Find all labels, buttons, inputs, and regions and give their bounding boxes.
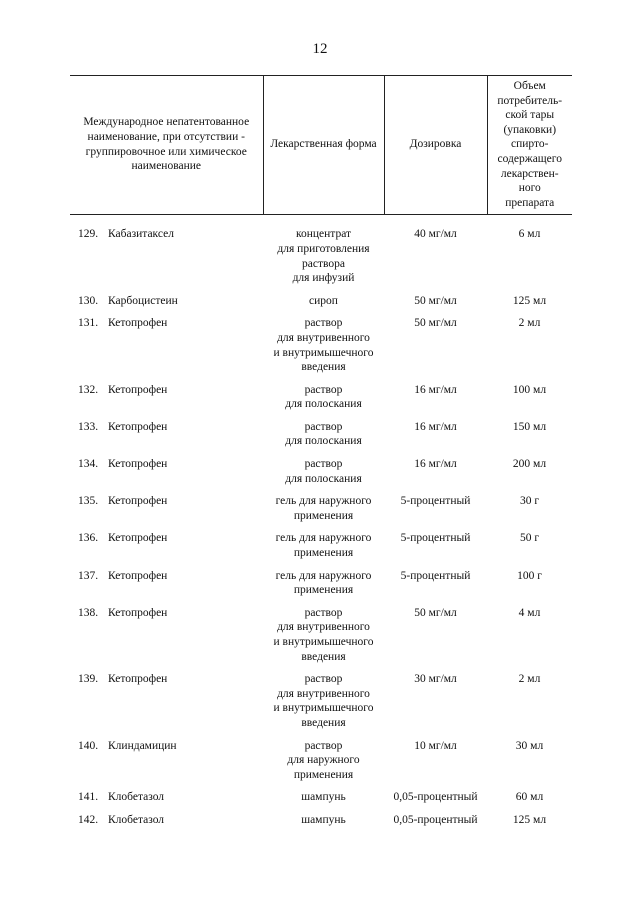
header-volume: [487, 76, 572, 215]
volume-cell: 125 мл: [512, 813, 547, 826]
row-number: 130.: [78, 294, 99, 307]
drug-name-cell: [70, 292, 263, 315]
dosage-form-cell: [263, 604, 384, 670]
table-header: [70, 76, 572, 215]
header-volume-line: ской тары: [505, 109, 555, 122]
header-dosage: Дозировка: [384, 76, 487, 215]
dosage-form-line: применения: [293, 509, 354, 522]
table-row: [70, 292, 572, 315]
row-number: 136.: [78, 532, 99, 545]
dosage-form-line: гель для наружного: [275, 532, 372, 545]
dosage-form-cell: [263, 670, 384, 736]
dosage-cell: 50 мг/мл: [414, 317, 457, 330]
dosage-cell: 5-процентный: [400, 532, 471, 545]
header-volume-line: ного: [518, 182, 541, 195]
dosage-form-cell: [263, 292, 384, 315]
volume-cell: 60 мл: [515, 791, 544, 804]
volume-cell: 30 мл: [515, 739, 544, 752]
header-volume-line: спирто-: [511, 138, 549, 151]
dosage-cell: 5-процентный: [400, 495, 471, 508]
dosage-form-line: гель для наружного: [275, 495, 372, 508]
table-row: [70, 455, 572, 492]
dosage-form-cell: [263, 225, 384, 291]
row-number: 132.: [78, 383, 99, 396]
dosage-cell: 16 мг/мл: [414, 383, 457, 396]
drug-name-cell: [70, 811, 263, 834]
dosage-form-cell: [263, 492, 384, 529]
row-number: 134.: [78, 458, 99, 471]
volume-cell: 6 мл: [518, 228, 541, 241]
row-number: 142.: [78, 813, 99, 826]
dosage-form-cell: [263, 529, 384, 566]
dosage-cell: 50 мг/мл: [414, 606, 457, 619]
dosage-cell: 30 мг/мл: [414, 673, 457, 686]
drug-name: Кабазитаксел: [108, 228, 174, 241]
drug-name: Кетопрофен: [108, 532, 168, 545]
table-row: [70, 567, 572, 604]
dosage-cell: 40 мг/мл: [414, 228, 457, 241]
volume-cell: 50 г: [519, 532, 540, 545]
dosage-form-line: раствора: [302, 257, 345, 270]
dosage-form-line: для полоскания: [285, 472, 362, 485]
drug-name-cell: [70, 492, 263, 529]
dosage-form-line: для инфузий: [292, 272, 355, 285]
table-row: [70, 529, 572, 566]
dosage-form-line: для внутривенного: [277, 687, 370, 700]
dosage-form-line: применения: [293, 768, 354, 781]
dosage-form-line: раствор: [304, 317, 343, 330]
volume-cell: 100 г: [517, 569, 542, 582]
drug-name-cell: [70, 737, 263, 789]
row-number: 135.: [78, 495, 99, 508]
drug-name-cell: [70, 455, 263, 492]
row-number: 140.: [78, 739, 99, 752]
drug-name-cell: [70, 314, 263, 380]
dosage-cell: 0,05-процентный: [393, 791, 478, 804]
drug-name-cell: [70, 567, 263, 604]
row-number: 131.: [78, 317, 99, 330]
dosage-form-line: для приготовления: [277, 242, 370, 255]
dosage-form-line: и внутримышечного: [273, 702, 374, 715]
dosage-form-line: раствор: [304, 606, 343, 619]
dosage-form-line: и внутримышечного: [273, 636, 374, 648]
drug-name: Карбоцистеин: [108, 294, 178, 307]
drug-name: Кетопрофен: [108, 383, 168, 396]
dosage-form-line: шампунь: [301, 791, 346, 804]
table-row: [70, 604, 572, 670]
table-row: [70, 788, 572, 811]
dosage-form-line: для полоскания: [285, 398, 362, 411]
dosage-form-line: шампунь: [301, 813, 346, 826]
dosage-form-cell: [263, 567, 384, 604]
dosage-form-cell: [263, 455, 384, 492]
dosage-form-cell: [263, 788, 384, 811]
header-volume-line: (упаковки): [503, 123, 557, 136]
drug-name: Кетопрофен: [108, 495, 168, 508]
dosage-form-line: и внутримышечного: [273, 346, 374, 359]
dosage-form-line: введения: [301, 361, 346, 374]
drug-name-cell: [70, 225, 263, 291]
dosage-cell: 50 мг/мл: [414, 294, 457, 307]
dosage-form-cell: [263, 418, 384, 455]
header-name: Международное непатентованное наименование, при отсутствии - группировочное или химическое наименование: [70, 76, 263, 215]
table-row: [70, 670, 572, 736]
dosage-form-line: применения: [293, 584, 354, 597]
dosage-form-line: раствор: [304, 458, 343, 471]
table-row: [70, 737, 572, 789]
volume-cell: 2 мл: [518, 673, 541, 686]
row-number: 129.: [78, 228, 99, 241]
dosage-form-line: для внутривенного: [277, 331, 370, 344]
dosage-cell: 16 мг/мл: [414, 420, 457, 433]
drug-name: Кетопрофен: [108, 673, 168, 686]
dosage-cell: 16 мг/мл: [414, 458, 457, 471]
header-volume-line: лекарствен-: [500, 167, 559, 180]
dosage-form-line: гель для наружного: [275, 569, 372, 582]
drug-name-cell: [70, 788, 263, 811]
drug-table: [70, 75, 572, 834]
table-body: [70, 215, 572, 834]
drug-name-cell: [70, 529, 263, 566]
volume-cell: 200 мл: [512, 458, 547, 471]
dosage-form-line: для наружного: [287, 754, 360, 767]
row-number: 139.: [78, 673, 99, 686]
volume-cell: 4 мл: [518, 606, 541, 619]
drug-name-cell: [70, 418, 263, 455]
table-row: [70, 314, 572, 380]
header-form: Лекарственная форма: [263, 76, 384, 215]
dosage-form-line: концентрат: [295, 228, 352, 241]
dosage-form-line: для полоскания: [285, 435, 362, 448]
row-number: 133.: [78, 420, 99, 433]
drug-name-cell: [70, 604, 263, 670]
dosage-form-line: раствор: [304, 673, 343, 686]
drug-name-cell: [70, 381, 263, 418]
dosage-form-line: для внутривенного: [277, 621, 370, 634]
table-row: [70, 418, 572, 455]
dosage-cell: 10 мг/мл: [414, 739, 457, 752]
dosage-form-line: применения: [293, 547, 354, 560]
page-number: 12: [312, 41, 328, 57]
header-volume-line: Объем: [513, 80, 546, 92]
dosage-form-cell: [263, 737, 384, 789]
dosage-cell: 5-процентный: [400, 569, 471, 582]
dosage-form-line: раствор: [304, 383, 343, 396]
drug-name: Клобетазол: [108, 813, 165, 826]
row-number: 137.: [78, 569, 99, 582]
drug-name: Кетопрофен: [108, 420, 168, 433]
drug-name: Кетопрофен: [108, 458, 168, 471]
volume-cell: 100 мл: [512, 383, 547, 396]
table-row: [70, 492, 572, 529]
dosage-form-cell: [263, 811, 384, 834]
dosage-cell: 0,05-процентный: [393, 813, 478, 826]
drug-name: Клобетазол: [108, 791, 165, 804]
table-row: [70, 381, 572, 418]
dosage-form-line: сироп: [309, 294, 338, 307]
volume-cell: 30 г: [519, 495, 540, 508]
volume-cell: 150 мл: [512, 420, 547, 433]
dosage-form-cell: [263, 381, 384, 418]
volume-cell: 2 мл: [518, 317, 541, 330]
header-volume-line: содержащего: [497, 152, 562, 165]
header-volume-line: потребитель-: [497, 94, 563, 107]
drug-name: Кетопрофен: [108, 317, 168, 330]
row-number: 141.: [78, 791, 99, 804]
drug-name: Кетопрофен: [108, 569, 168, 582]
table-row: [70, 225, 572, 291]
drug-name: Кетопрофен: [108, 606, 168, 619]
volume-cell: 125 мл: [512, 294, 547, 307]
dosage-form-line: раствор: [304, 420, 343, 433]
dosage-form-cell: [263, 314, 384, 380]
drug-name-cell: [70, 670, 263, 736]
header-volume-line: препарата: [505, 196, 555, 209]
dosage-form-line: введения: [301, 716, 346, 729]
row-number: 138.: [78, 606, 99, 619]
drug-name: Клиндамицин: [108, 739, 177, 752]
table-row: [70, 811, 572, 834]
dosage-form-line: раствор: [304, 739, 343, 752]
dosage-form-line: введения: [301, 650, 346, 663]
